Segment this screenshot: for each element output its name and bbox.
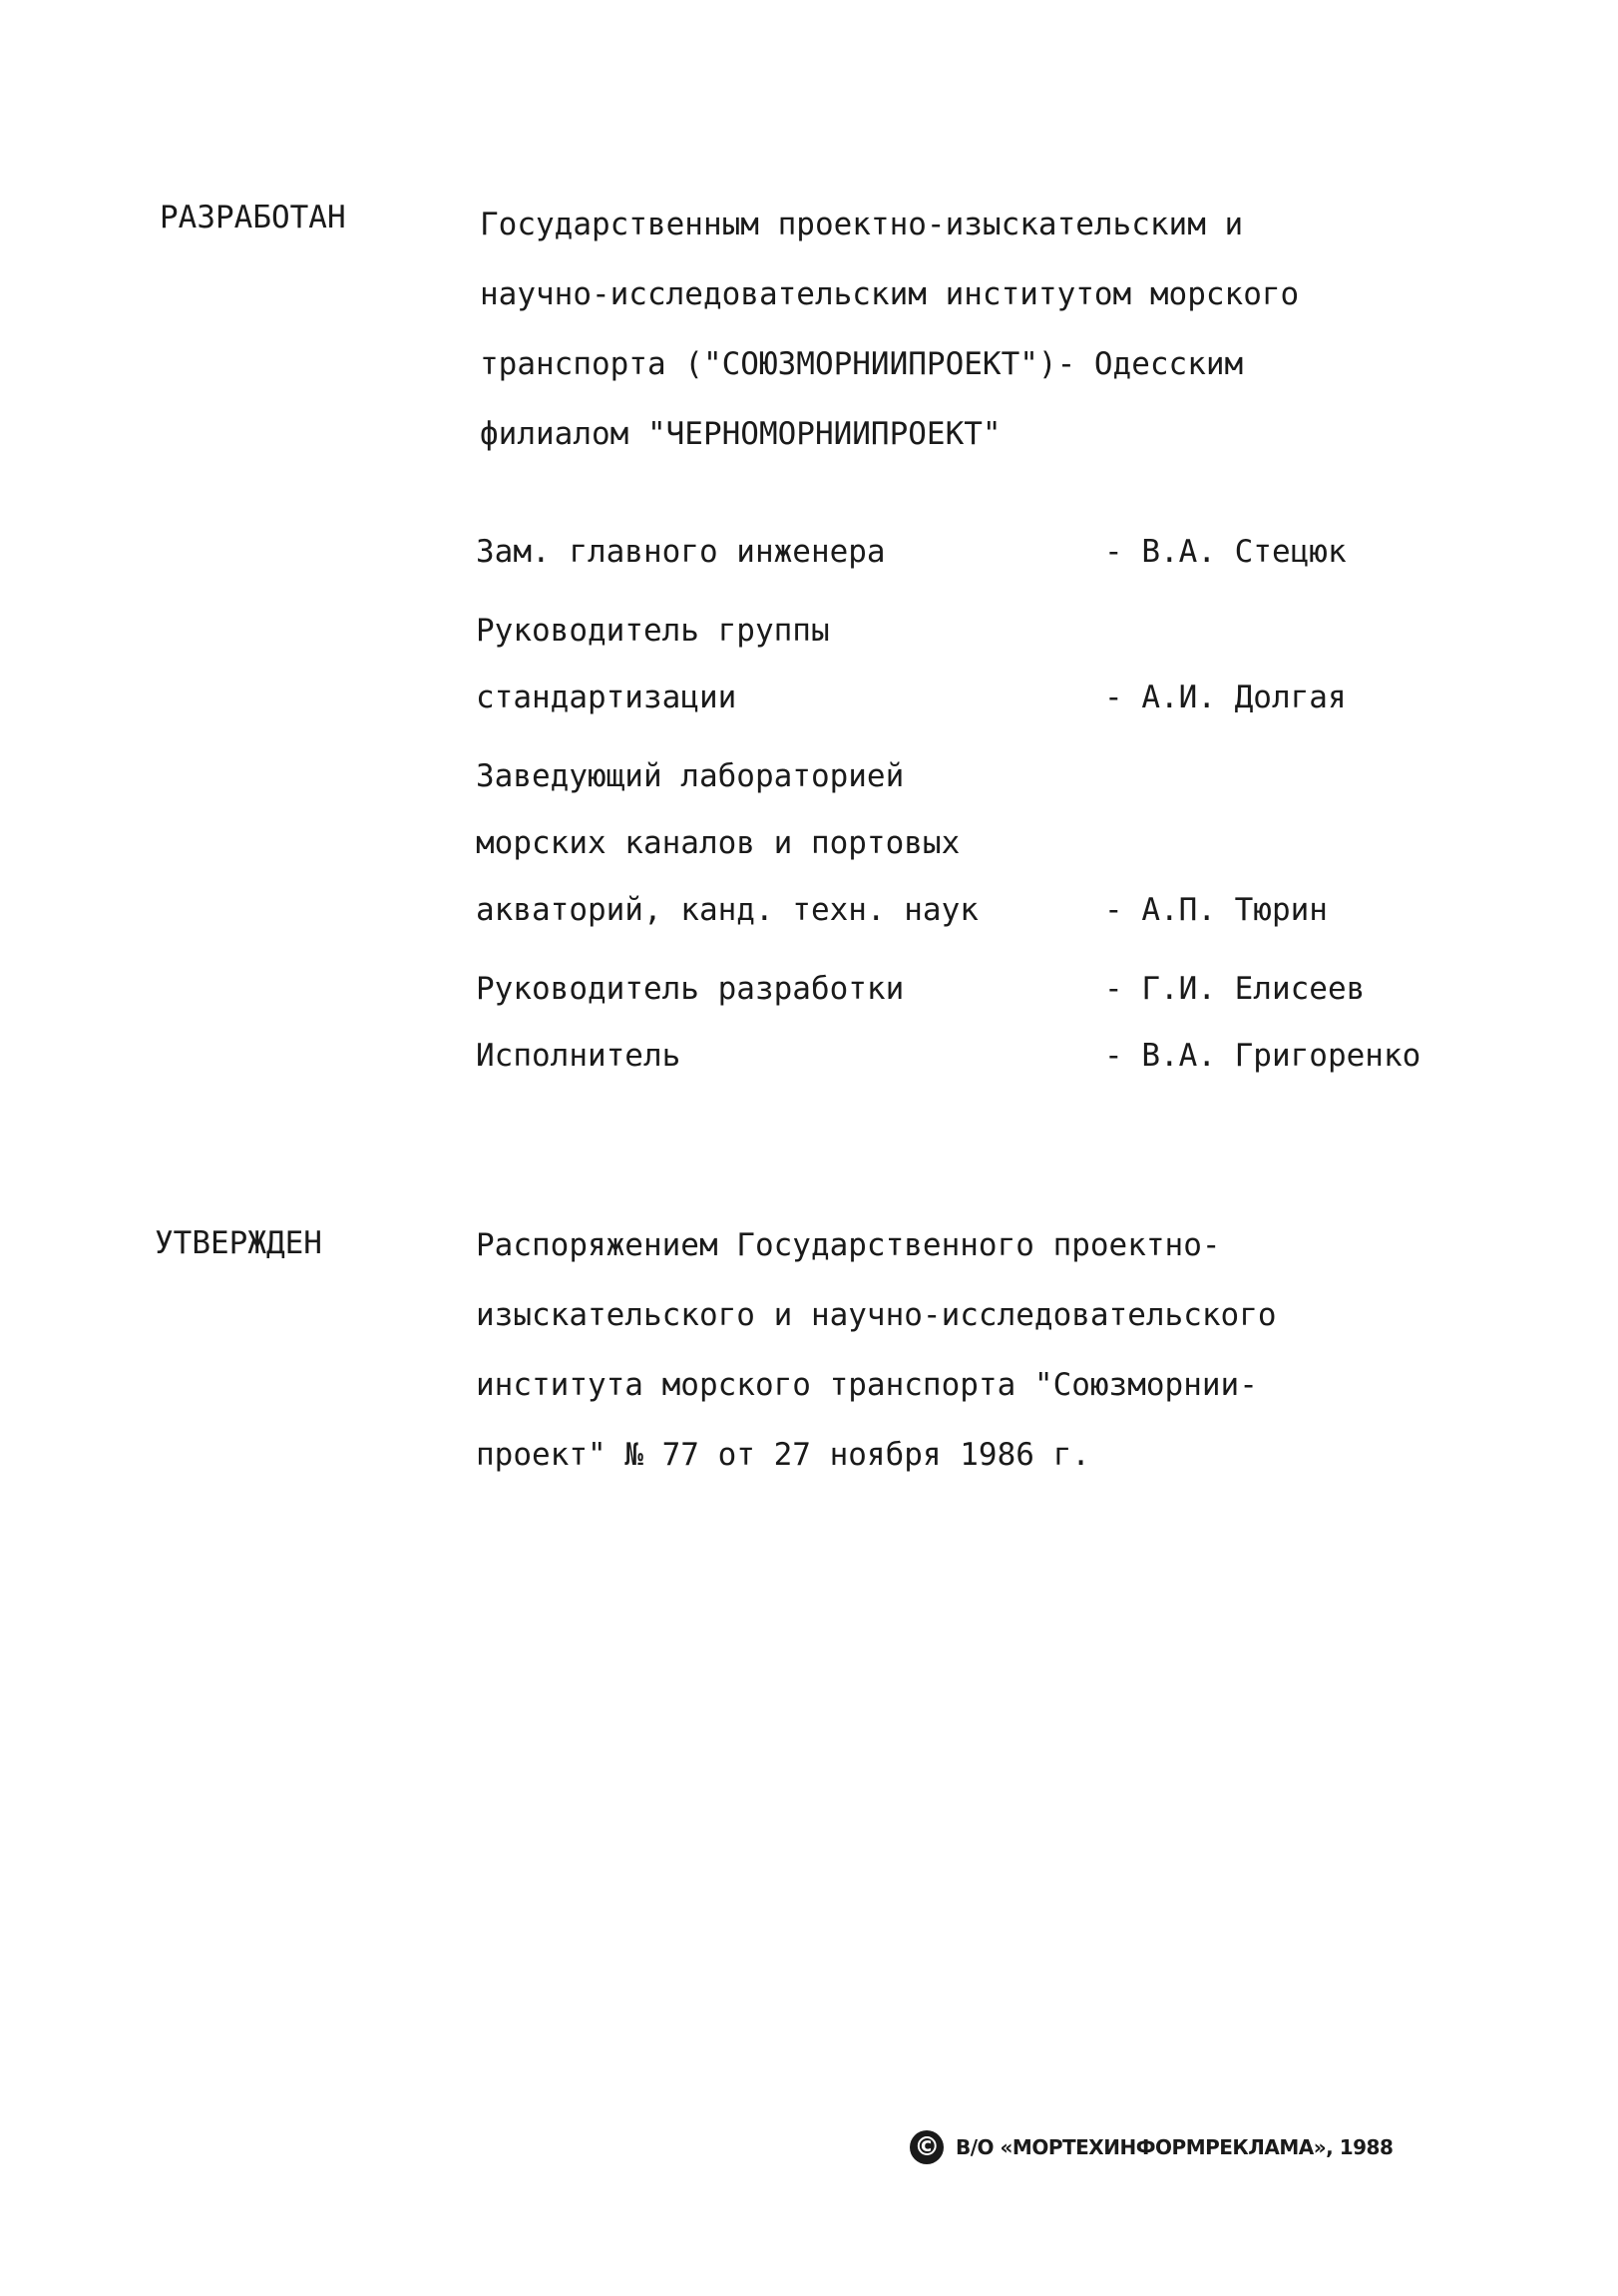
staff-row (476, 598, 1573, 731)
developed-line: транспорта ("СОЮЗМОРНИИПРОЕКТ")- Одесским (480, 346, 1244, 382)
staff-row (476, 743, 1573, 944)
developed-line: Государственным проектно-изыскательским и (480, 207, 1244, 242)
approved-line: Распоряжением Государственного проектно- (476, 1227, 1221, 1263)
staff-role: Заведующий лабораторией морских каналов и портовых акваторий, канд. техн. наук (476, 758, 979, 928)
approved-label: УТВЕРЖДЕН (155, 1225, 322, 1261)
staff-name: - В.А. Стецюк (1104, 534, 1347, 570)
staff-list (476, 519, 1573, 1090)
publisher-text: В/О «МОРТЕХИНФОРМРЕКЛАМА», 1988 (956, 2135, 1394, 2159)
staff-row (476, 1023, 1573, 1090)
approved-line: института морского транспорта "Союзморнии- (476, 1367, 1258, 1403)
staff-row (476, 956, 1573, 1023)
copyright-icon: © (910, 2130, 944, 2164)
developed-label: РАЗРАБОТАН (160, 200, 346, 235)
staff-row (476, 519, 1573, 586)
staff-role: Руководитель группы стандартизации (476, 613, 830, 715)
developed-paragraph (480, 190, 1299, 469)
staff-role: Руководитель разработки (476, 971, 905, 1007)
staff-name: - В.А. Григоренко (1104, 1038, 1421, 1074)
staff-name: - А.И. Долгая (1104, 680, 1347, 715)
developed-line: научно-исследовательским институтом морского (480, 276, 1300, 312)
staff-name: - А.П. Тюрин (1104, 892, 1328, 928)
approved-line: проект" № 77 от 27 ноября 1986 г. (476, 1437, 1090, 1473)
publisher-footer (910, 2130, 1393, 2164)
approved-paragraph (476, 1210, 1277, 1490)
developed-line: филиалом "ЧЕРНОМОРНИИПРОЕКТ" (480, 416, 1002, 452)
staff-name: - Г.И. Елисеев (1104, 971, 1366, 1007)
staff-role: Зам. главного инженера (476, 534, 886, 570)
staff-role: Исполнитель (476, 1038, 681, 1074)
approved-line: изыскательского и научно-исследовательского (476, 1297, 1277, 1333)
